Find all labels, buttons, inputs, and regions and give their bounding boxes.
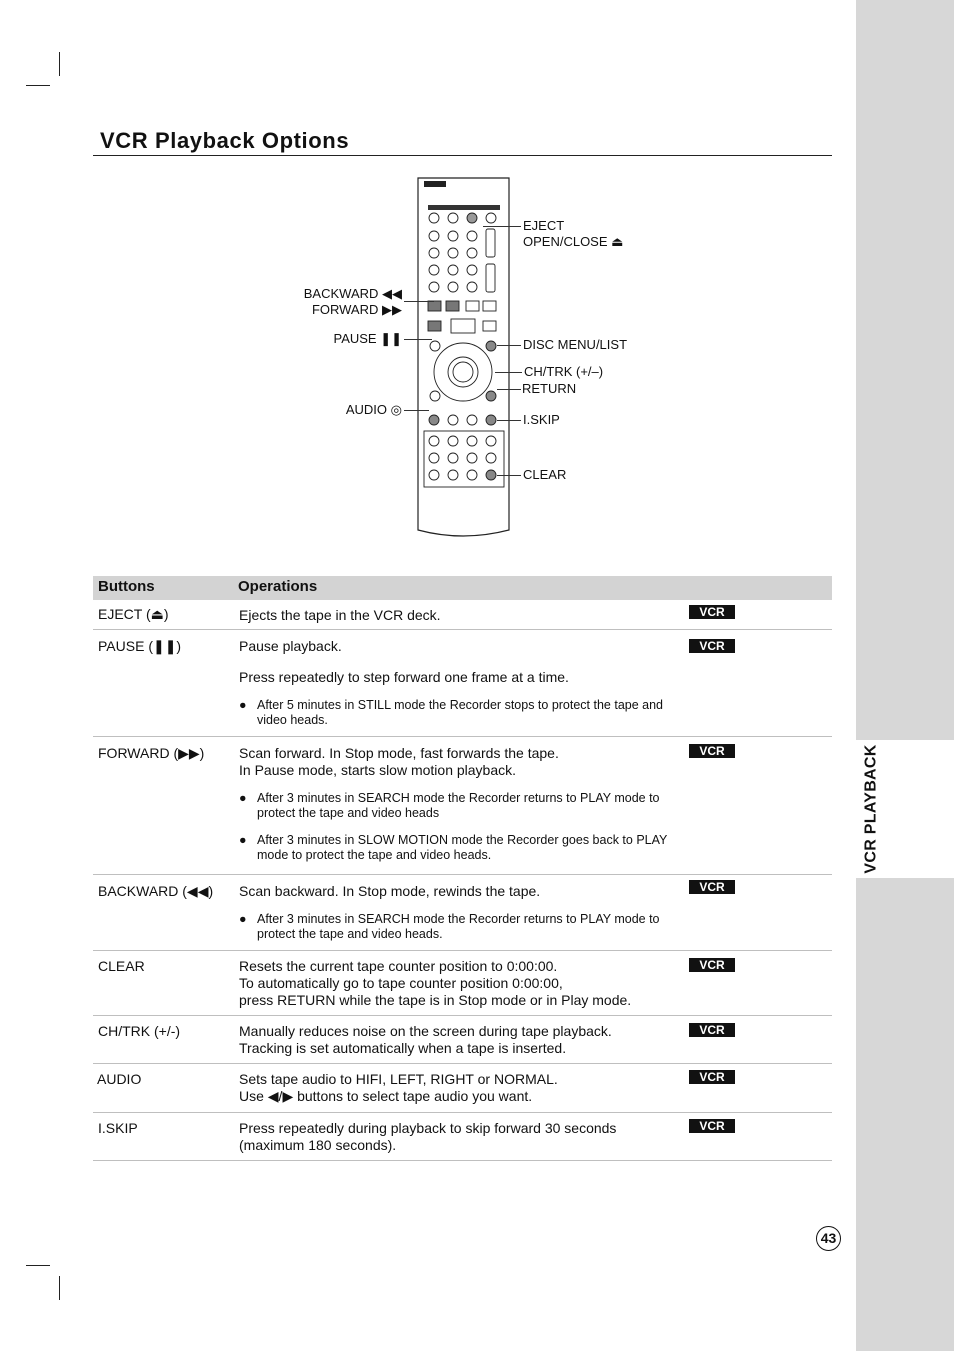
crop-mark	[59, 1276, 60, 1300]
vcr-badge: VCR	[689, 744, 735, 758]
crop-mark	[26, 85, 50, 86]
table-row	[93, 600, 832, 630]
row-button-name: CH/TRK (+/-)	[98, 1023, 181, 1039]
leader-line	[497, 345, 521, 346]
table-row	[93, 951, 832, 1016]
row-button-name: EJECT (⏏)	[98, 606, 169, 622]
table-row	[93, 1016, 832, 1064]
note-bullet: ● After 3 minutes in SEARCH mode the Recorder returns to PLAY mode to protect the tape and video heads.	[239, 912, 660, 941]
label-backward: BACKWARD ◀◀	[303, 286, 402, 301]
row-button-name: CLEAR	[98, 958, 145, 974]
note-bullet: ● After 3 minutes in SEARCH mode the Recorder returns to PLAY mode to protect the tape and video heads	[239, 791, 660, 820]
leader-line	[404, 339, 432, 340]
table-row	[93, 1113, 832, 1161]
note-bullet: ● After 3 minutes in SLOW MOTION mode the Recorder goes back to PLAY mode to protect the tape and video heads.	[239, 833, 668, 862]
label-clear: CLEAR	[523, 467, 567, 482]
row-button-name: PAUSE (❚❚)	[98, 638, 182, 654]
table-row	[93, 737, 832, 875]
vcr-badge: VCR	[689, 1070, 735, 1084]
label-iskip: I.SKIP	[523, 412, 560, 427]
label-eject: EJECT	[523, 218, 565, 233]
operations-table	[93, 576, 832, 1161]
leader-line	[497, 475, 521, 476]
row-operations: Ejects the tape in the VCR deck.	[239, 607, 441, 623]
row-operations: Resets the current tape counter position to 0:00:00. To automatically go to tape counter position 0:00:00, press RETURN while the tape is in Stop mode or in Play mode.	[239, 958, 632, 1008]
row-operations: Scan backward. In Stop mode, rewinds the tape. ● After 3 minutes in SEARCH mode the Recorder returns to PLAY mode to protect the tape and video heads.	[239, 883, 669, 942]
row-operations: Scan forward. In Stop mode, fast forwards the tape. In Pause mode, starts slow motion playback. ● After 3 minutes in SEARCH mode the Recorder returns to PLAY mode to protect the tape and video heads ● After 3 minutes in SLOW MOTION mode the Recorder goes back to PLAY mode to protect the tape and video heads.	[239, 745, 669, 863]
label-forward: FORWARD ▶▶	[311, 302, 402, 317]
side-tab-bar	[856, 0, 954, 1351]
leader-line	[497, 389, 521, 390]
label-ch-trk: CH/TRK (+/–)	[524, 364, 604, 379]
leader-line	[483, 226, 521, 227]
label-open-close: OPEN/CLOSE ⏏	[523, 234, 624, 249]
leader-line	[404, 301, 434, 302]
crop-mark	[26, 1265, 50, 1266]
vcr-badge: VCR	[689, 639, 735, 653]
label-audio: AUDIO ◎	[345, 402, 402, 417]
vcr-badge: VCR	[689, 1119, 735, 1133]
label-pause: PAUSE ❚❚	[333, 331, 402, 346]
side-tab-label: VCR PLAYBACK	[863, 744, 880, 874]
row-button-name: I.SKIP	[98, 1120, 138, 1136]
row-button-name: AUDIO	[97, 1071, 142, 1087]
row-button-name: FORWARD (▶▶)	[98, 745, 205, 761]
vcr-badge: VCR	[689, 880, 735, 894]
crop-mark	[59, 52, 60, 76]
row-operations: Pause playback. Press repeatedly to step forward one frame at a time. ● After 5 minutes in STILL mode the Recorder stops to protect the tape and video heads.	[239, 638, 669, 728]
vcr-badge: VCR	[689, 1023, 735, 1037]
leader-line	[497, 420, 521, 421]
title-rule	[93, 155, 832, 156]
table-header	[93, 576, 832, 600]
table-row	[93, 630, 832, 737]
row-button-name: BACKWARD (◀◀)	[98, 883, 214, 899]
row-operations: Press repeatedly during playback to skip forward 30 seconds (maximum 180 seconds).	[239, 1120, 617, 1153]
row-operations: Manually reduces noise on the screen during tape playback. Tracking is set automatically when a tape is inserted.	[239, 1023, 612, 1056]
remote-control-illustration	[416, 176, 511, 538]
page-title: VCR Playback Options	[100, 128, 350, 153]
row-operations: Sets tape audio to HIFI, LEFT, RIGHT or NORMAL. Use ◀/▶ buttons to select tape audio you want.	[239, 1071, 558, 1104]
page-number: 43	[816, 1226, 841, 1251]
header-operations: Operations	[238, 578, 318, 595]
leader-line	[495, 372, 522, 373]
table-row	[93, 875, 832, 951]
vcr-badge: VCR	[689, 958, 735, 972]
label-return: RETURN	[522, 381, 577, 396]
note-bullet: ● After 5 minutes in STILL mode the Recorder stops to protect the tape and video heads.	[239, 698, 664, 727]
table-row	[93, 1064, 832, 1113]
label-disc-menu: DISC MENU/LIST	[523, 337, 628, 352]
header-buttons: Buttons	[98, 578, 155, 595]
leader-line	[404, 410, 429, 411]
vcr-badge: VCR	[689, 605, 735, 619]
